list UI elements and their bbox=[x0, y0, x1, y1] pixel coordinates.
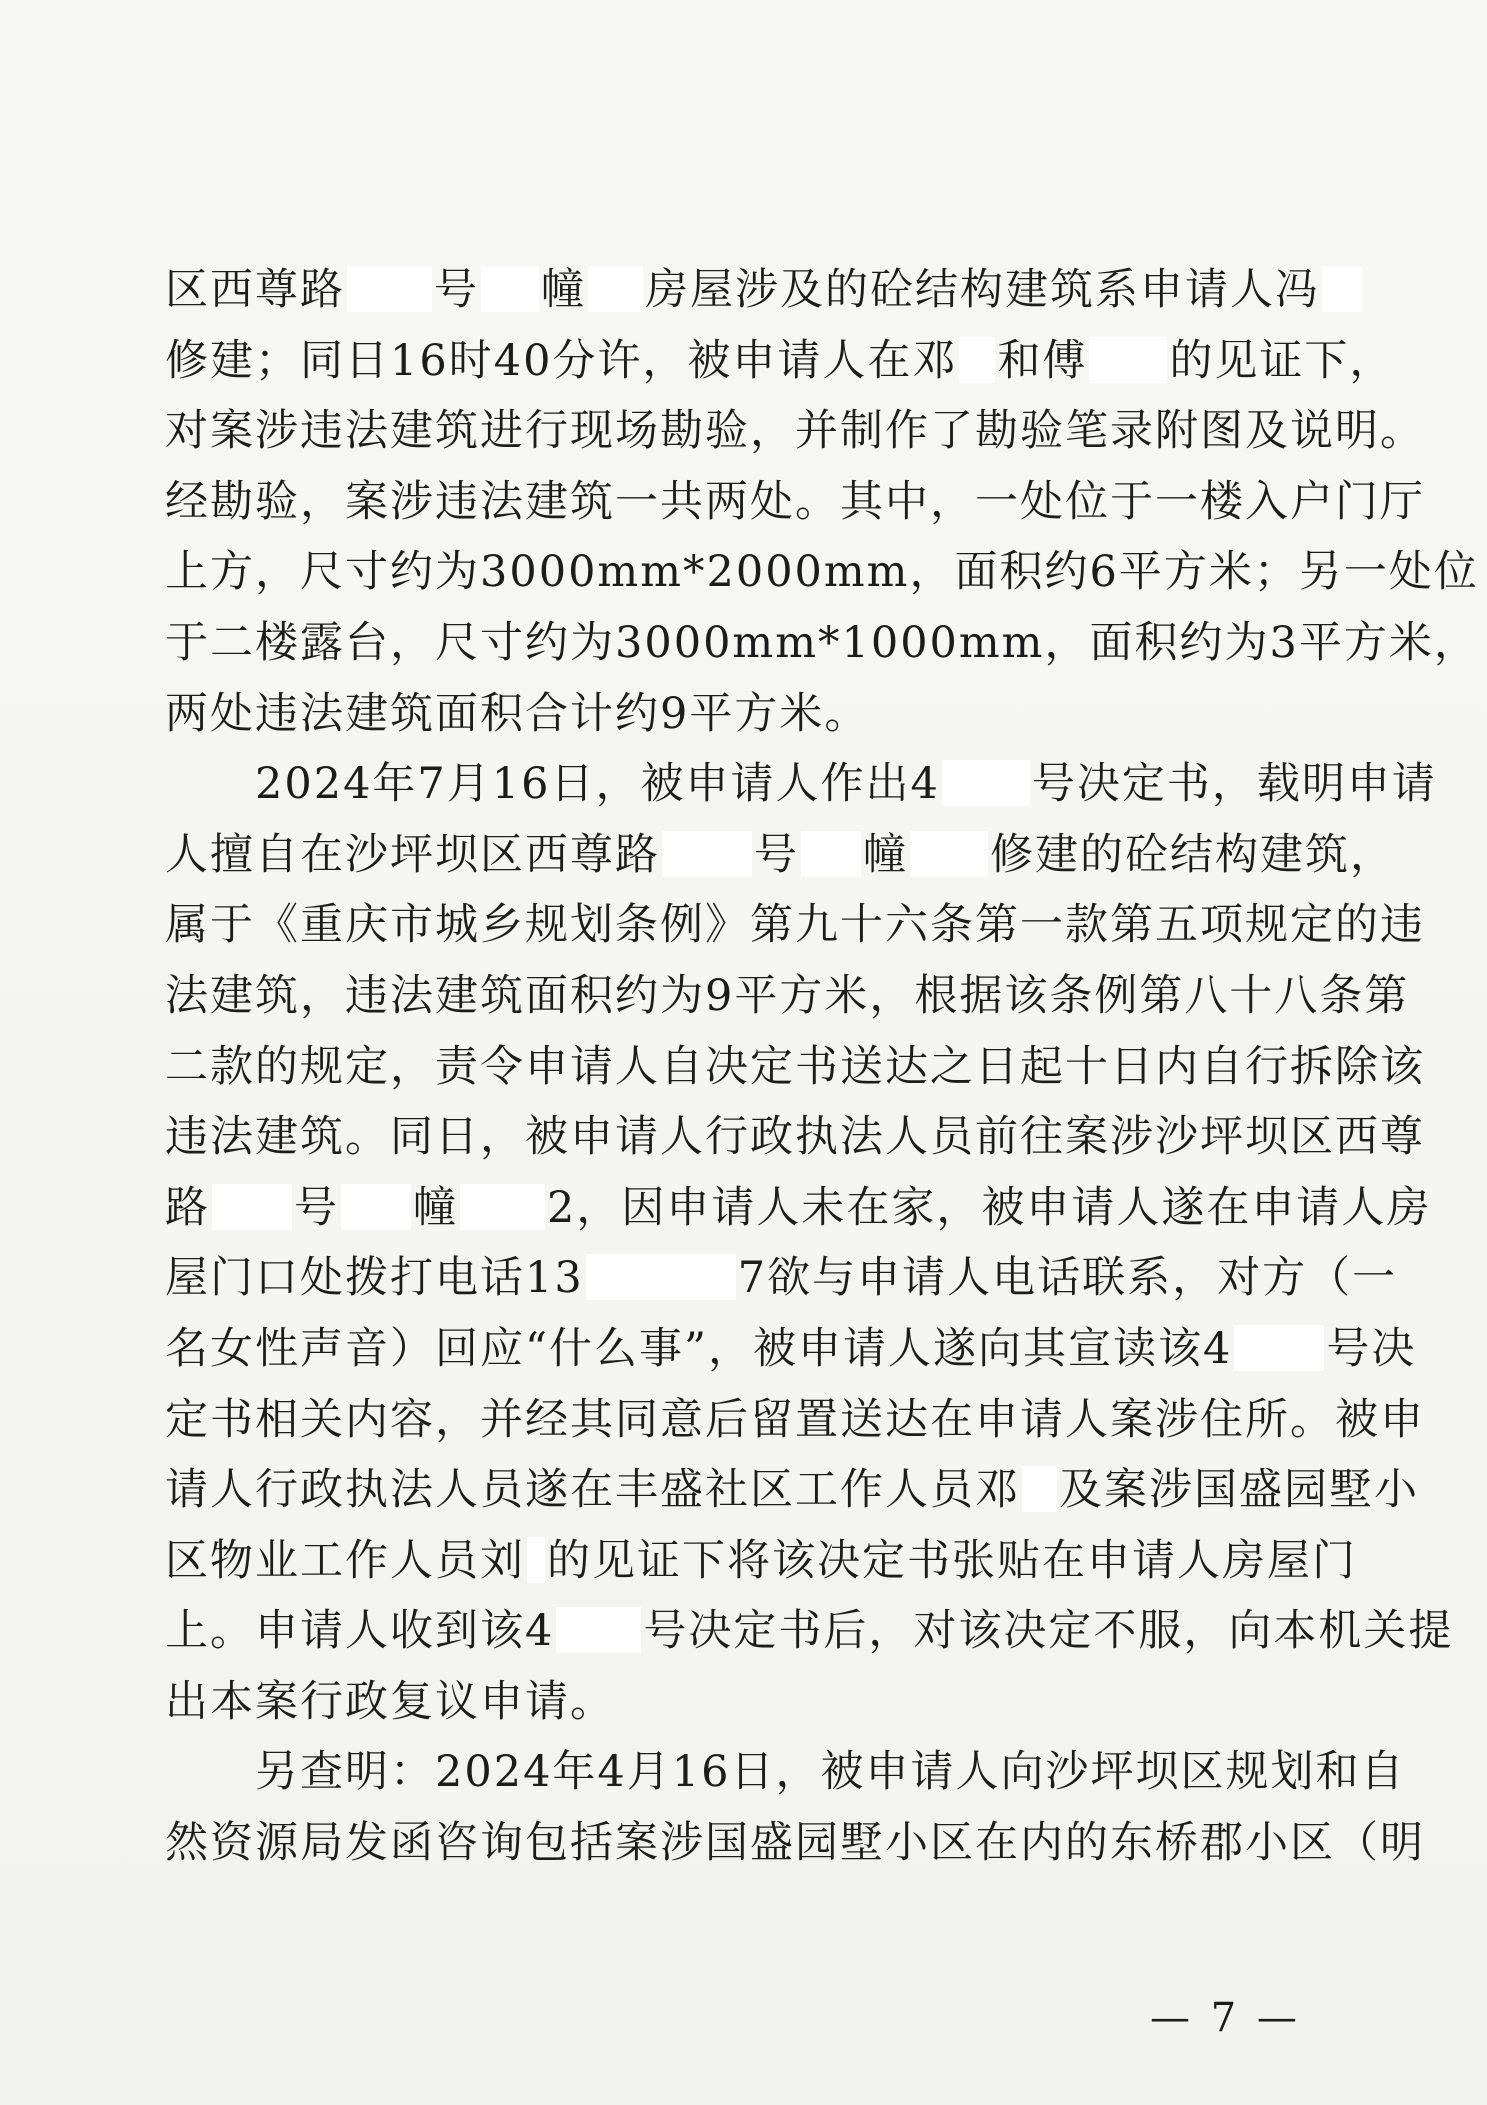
text-segment: 修建；同日16时40分许，被申请人在邓 bbox=[165, 335, 958, 386]
text-segment: 然资源局发函咨询包括案涉国盛园墅小区在内的东桥郡小区（明 bbox=[165, 1818, 1425, 1869]
redaction-block bbox=[586, 1254, 736, 1300]
text-line bbox=[165, 1737, 1406, 1808]
text-segment: 房屋涉及的砼结构建筑系申请人冯 bbox=[645, 265, 1320, 315]
text-line bbox=[165, 1667, 1295, 1738]
text-line bbox=[165, 961, 1410, 1032]
text-line bbox=[165, 1596, 1454, 1667]
text-segment: 号 bbox=[434, 265, 479, 315]
text-segment: 名女性声音）回应“什么事”，被申请人遂向其宣读该4 bbox=[165, 1323, 1233, 1374]
redaction-block bbox=[959, 337, 995, 383]
redaction-block bbox=[341, 1184, 411, 1230]
text-segment: 上。申请人收到该4 bbox=[165, 1606, 555, 1657]
text-line bbox=[165, 749, 1437, 820]
text-segment: 号 bbox=[754, 829, 799, 880]
text-segment: 对案涉违法建筑进行现场勘验，并制作了勘验笔录附图及说明。 bbox=[165, 406, 1425, 457]
text-segment: 于二楼露台，尺寸约为3000mm*1000mm，面积约为3平方米， bbox=[165, 617, 1479, 668]
text-line bbox=[165, 1032, 1425, 1103]
text-line bbox=[165, 1243, 1398, 1314]
redaction-block bbox=[1234, 1325, 1324, 1371]
text-line bbox=[165, 1102, 1425, 1173]
text-segment: 的见证下将该决定书张贴在申请人房屋门 bbox=[547, 1535, 1357, 1586]
text-segment: 及案涉国盛园墅小 bbox=[1059, 1465, 1419, 1516]
text-segment: 7欲与申请人电话联系，对方（一 bbox=[737, 1253, 1398, 1304]
redaction-block bbox=[1322, 266, 1362, 312]
text-segment: 请人行政执法人员遂在丰盛社区工作人员邓 bbox=[165, 1465, 1020, 1516]
redaction-block bbox=[347, 266, 432, 312]
text-segment: 两处违法建筑面积合计约9平方米。 bbox=[165, 688, 870, 739]
text-segment: 上方，尺寸约为3000mm*2000mm，面积约6平方米；另一处位 bbox=[165, 547, 1479, 598]
text-line bbox=[165, 396, 1425, 467]
text-line bbox=[165, 1173, 1432, 1244]
text-segment: 号决定书后，对该决定不服，向本机关提 bbox=[643, 1606, 1454, 1657]
redaction-block bbox=[481, 266, 539, 312]
text-line bbox=[165, 255, 1320, 326]
text-segment: 号决定书，载明申请 bbox=[1031, 759, 1437, 810]
text-segment: 2，因申请人未在家，被申请人遂在申请人房 bbox=[547, 1182, 1432, 1233]
redaction-block bbox=[662, 831, 752, 877]
text-segment: 幢 bbox=[541, 265, 586, 315]
text-line bbox=[165, 1385, 1425, 1456]
text-line bbox=[165, 1808, 1425, 1879]
text-segment: 的见证下， bbox=[1169, 335, 1395, 386]
text-segment: 另查明：2024年4月16日，被申请人向沙坪坝区规划和自 bbox=[165, 1747, 1406, 1798]
text-segment: 和傅 bbox=[997, 335, 1088, 386]
text-line bbox=[165, 820, 1395, 891]
redaction-block bbox=[212, 1184, 292, 1230]
text-line bbox=[165, 467, 1425, 538]
text-segment: 路 bbox=[165, 1182, 210, 1233]
text-line bbox=[165, 1526, 1357, 1597]
redaction-block bbox=[556, 1607, 641, 1653]
text-segment: 2024年7月16日，被申请人作出4 bbox=[165, 759, 940, 810]
text-line bbox=[165, 326, 1395, 397]
text-segment: 号 bbox=[294, 1182, 339, 1233]
text-line bbox=[165, 608, 1479, 679]
text-line bbox=[165, 1455, 1419, 1526]
text-line bbox=[165, 537, 1479, 608]
text-line bbox=[165, 1314, 1417, 1385]
redaction-block bbox=[942, 760, 1030, 806]
text-line bbox=[165, 890, 1425, 961]
redaction-block bbox=[527, 1537, 545, 1583]
text-segment: 区物业工作人员刘 bbox=[165, 1535, 525, 1586]
redaction-block bbox=[1022, 1466, 1057, 1512]
text-line bbox=[165, 679, 1295, 750]
text-segment: 人擅自在沙坪坝区西尊路 bbox=[165, 829, 660, 880]
text-segment: 出本案行政复议申请。 bbox=[165, 1676, 615, 1727]
text-segment: 定书相关内容，并经其同意后留置送达在申请人案涉住所。被申 bbox=[165, 1394, 1425, 1445]
redaction-block bbox=[588, 266, 643, 312]
body-text bbox=[165, 255, 1479, 1879]
text-segment: 号决 bbox=[1326, 1323, 1417, 1374]
redaction-block bbox=[460, 1184, 545, 1230]
text-segment: 属于《重庆市城乡规划条例》第九十六条第一款第五项规定的违 bbox=[165, 900, 1425, 951]
text-segment: 区西尊路 bbox=[165, 265, 345, 315]
text-segment: 经勘验，案涉违法建筑一共两处。其中，一处位于一楼入户门厅 bbox=[165, 476, 1425, 527]
text-segment: 法建筑，违法建筑面积约为9平方米，根据该条例第八十八条第 bbox=[165, 970, 1410, 1021]
text-segment: 违法建筑。同日，被申请人行政执法人员前往案涉沙坪坝区西尊 bbox=[165, 1112, 1425, 1163]
text-segment: 屋门口处拨打电话13 bbox=[165, 1253, 584, 1304]
page-number: — 7 — bbox=[1150, 1995, 1301, 2041]
redaction-block bbox=[910, 831, 988, 877]
text-segment: 幢 bbox=[413, 1182, 458, 1233]
text-segment: 幢 bbox=[863, 829, 908, 880]
text-segment: 修建的砼结构建筑， bbox=[990, 829, 1395, 880]
redaction-block bbox=[801, 831, 861, 877]
redaction-block bbox=[1089, 337, 1167, 383]
text-segment: 二款的规定，责令申请人自决定书送达之日起十日内自行拆除该 bbox=[165, 1041, 1425, 1092]
